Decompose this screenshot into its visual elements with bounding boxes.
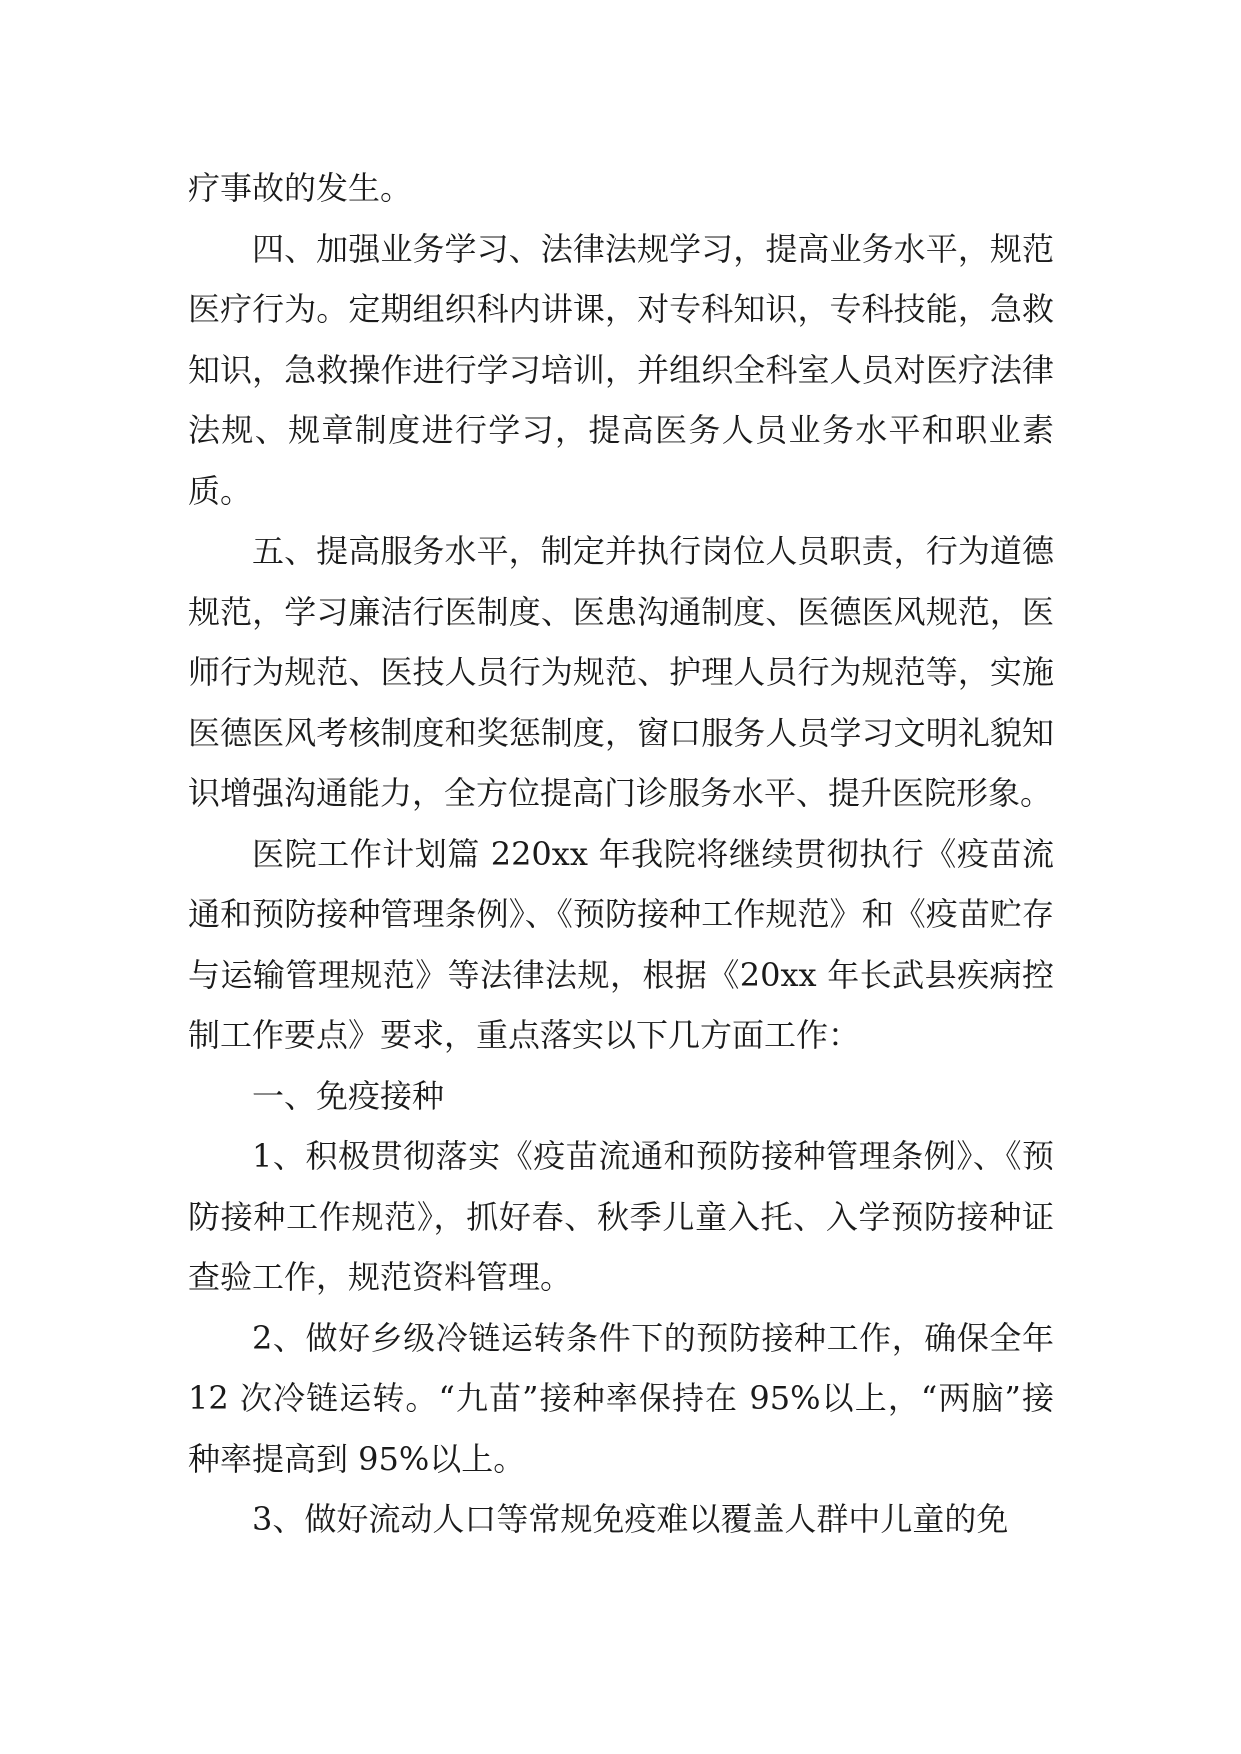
paragraph-point-2: 2、做好乡级冷链运转条件下的预防接种工作，确保全年 12 次冷链运转。“九苗”接种率保持在 95%以上，“两脑”接种率提高到 95%以上。	[188, 1318, 1054, 1478]
section-heading-immunization: 一、免疫接种	[252, 1076, 445, 1115]
document-body	[188, 158, 1054, 1550]
paragraph-continuation: 疗事故的发生。	[188, 169, 413, 207]
paragraph-plan-intro: 医院工作计划篇 220xx 年我院将继续贯彻执行《疫苗流通和预防接种管理条例》、《预防接种工作规范》和《疫苗贮存与运输管理规范》等法律法规，根据《20xx 年长武县疾病控制工作要点》要求，重点落实以下几方面工作：	[188, 834, 1054, 1054]
paragraph-item-four: 四、加强业务学习、法律法规学习，提高业务水平，规范医疗行为。定期组织科内讲课，对专科知识，专科技能，急救知识，急救操作进行学习培训，并组织全科室人员对医疗法律法规、规章制度进行学习，提高医务人员业务水平和职业素质。	[188, 229, 1054, 510]
paragraph-item-five: 五、提高服务水平，制定并执行岗位人员职责，行为道德规范，学习廉洁行医制度、医患沟通制度、医德医风规范，医师行为规范、医技人员行为规范、护理人员行为规范等，实施医德医风考核制度和奖惩制度，窗口服务人员学习文明礼貌知识增强沟通能力，全方位提高门诊服务水平、提升医院形象。	[188, 532, 1054, 812]
paragraph-point-3: 3、做好流动人口等常规免疫难以覆盖人群中儿童的免	[252, 1500, 1009, 1538]
paragraph-point-1: 1、积极贯彻落实《疫苗流通和预防接种管理条例》、《预防接种工作规范》，抓好春、秋季儿童入托、入学预防接种证查验工作，规范资料管理。	[188, 1137, 1054, 1296]
